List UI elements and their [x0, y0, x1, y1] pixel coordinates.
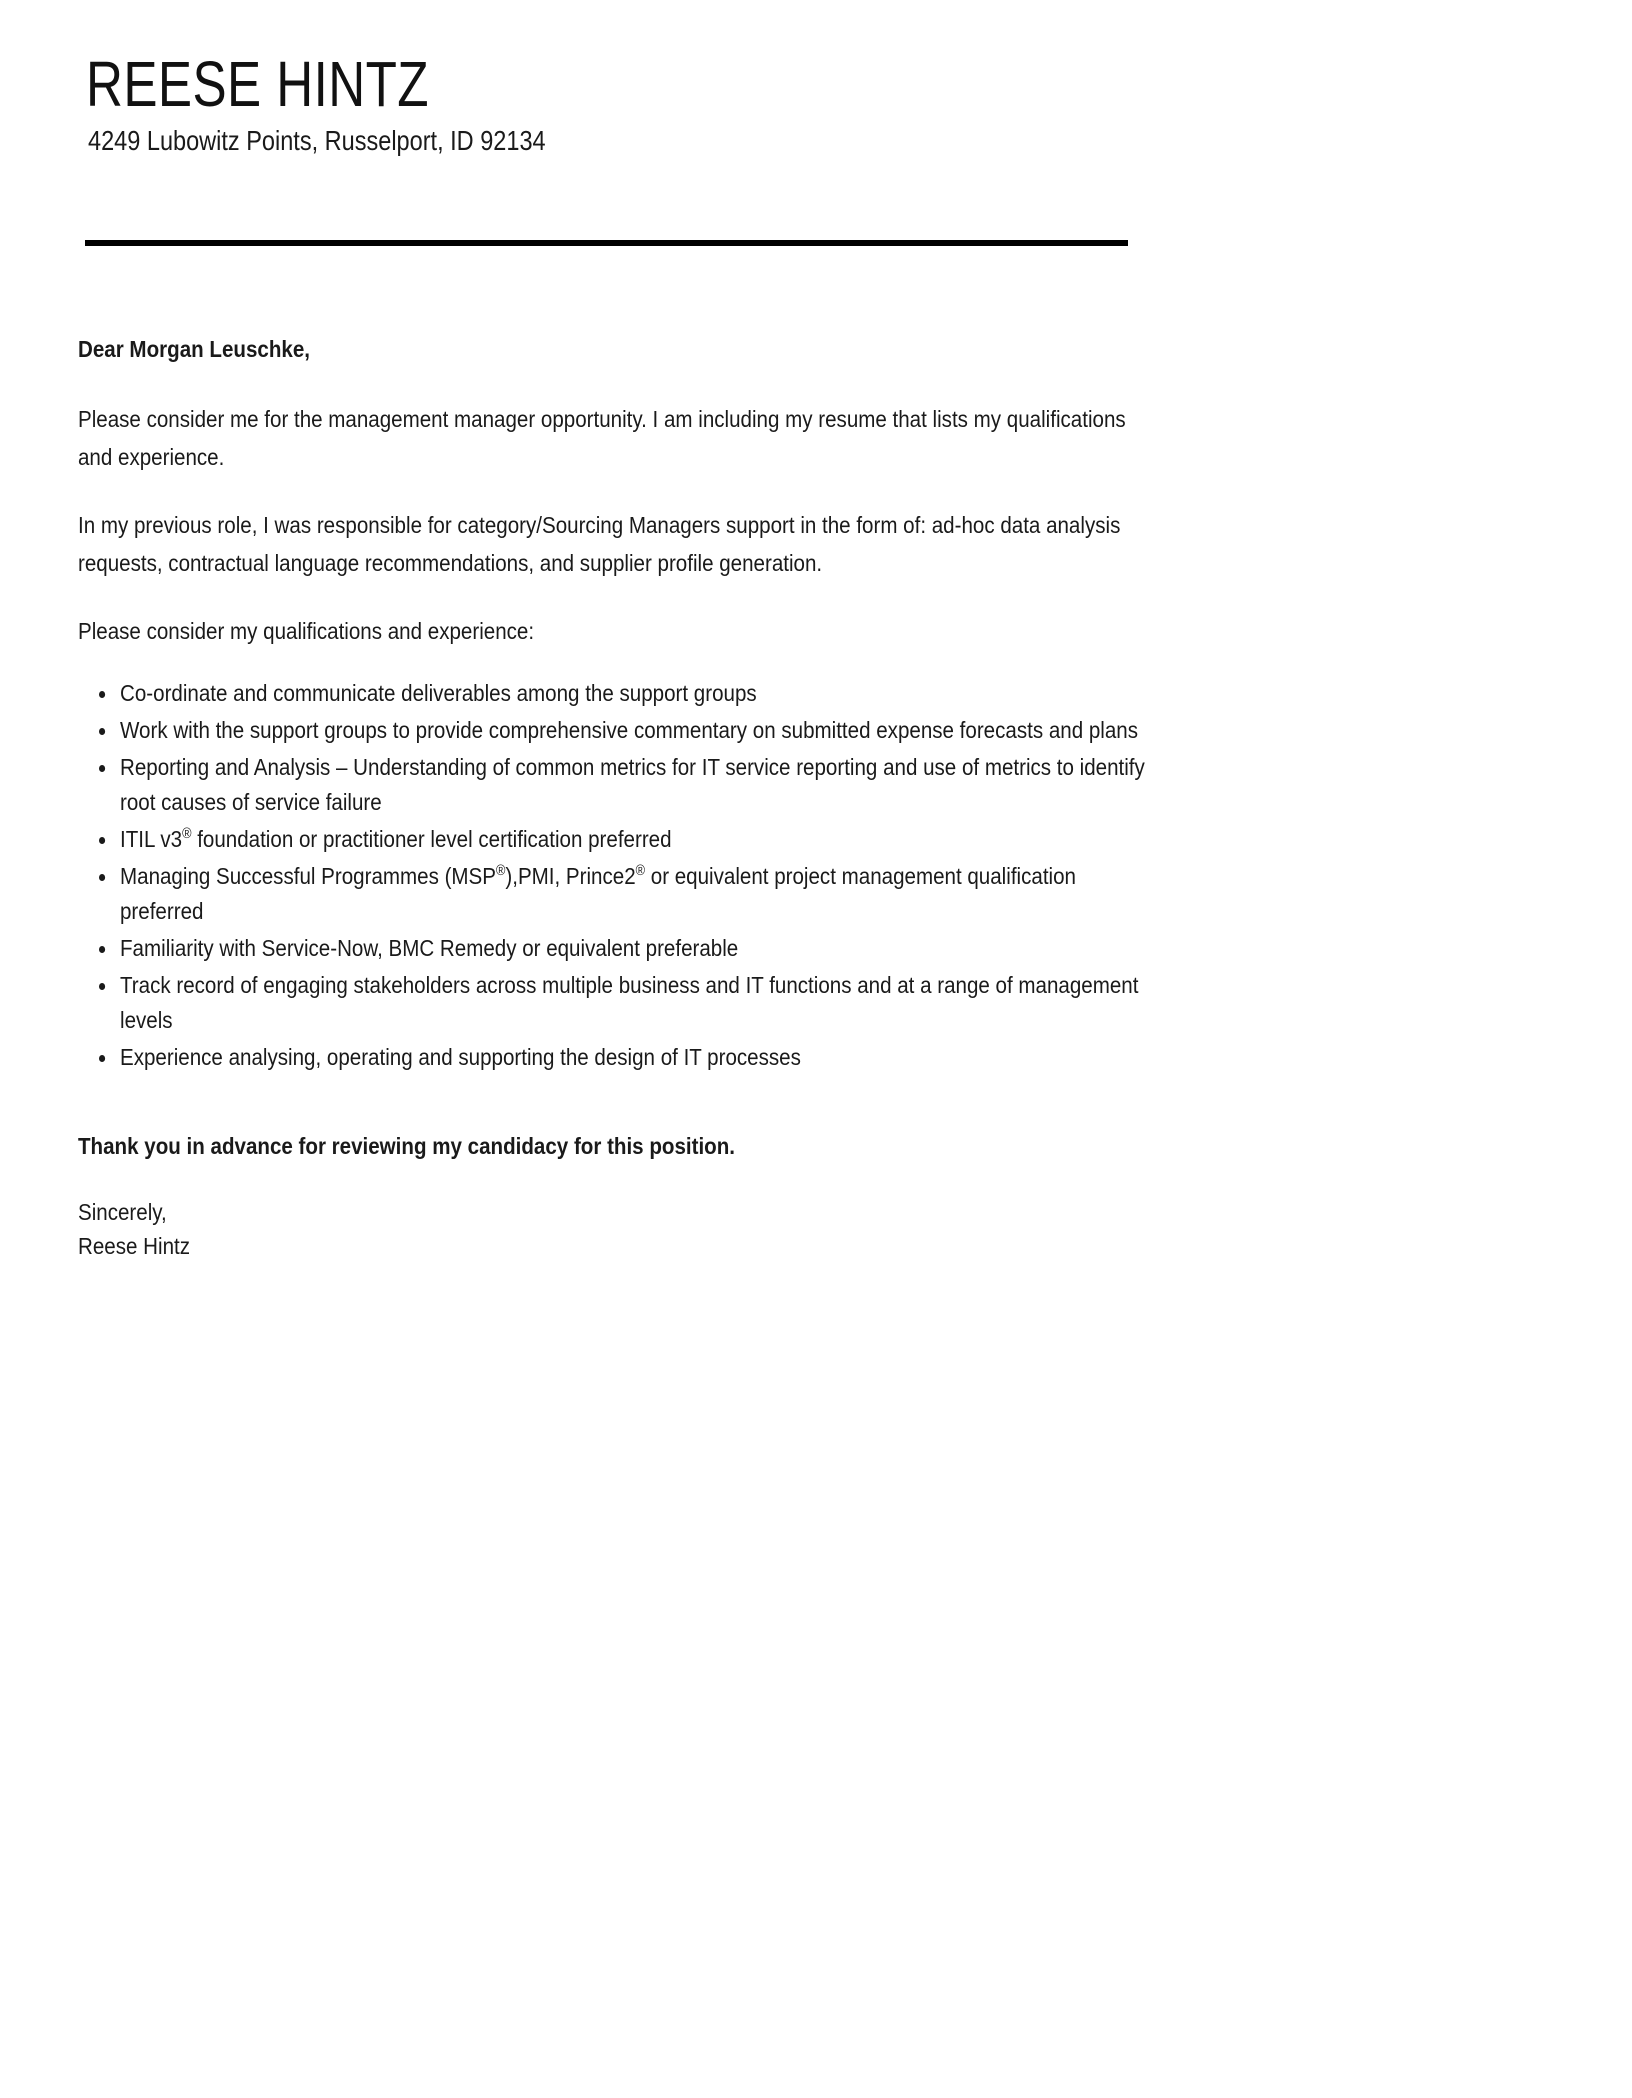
header-divider [85, 240, 1128, 246]
list-item: Reporting and Analysis – Understanding of common metrics for IT service reporting and use of metrics to identify root causes of service failure [78, 750, 1150, 820]
applicant-address: 4249 Lubowitz Points, Russelport, ID 92134 [88, 125, 546, 156]
page-title: REESE HINTZ [86, 48, 429, 120]
closing-salutation: Sincerely, [78, 1199, 167, 1225]
qualifications-intro: Please consider my qualifications and experience: [78, 618, 535, 644]
paragraph-intro: Please consider me for the management manager opportunity. I am including my resume that lists my qualifications and experience. [78, 406, 1126, 470]
list-item: Familiarity with Service-Now, BMC Remedy or equivalent preferable [78, 931, 1150, 966]
thank-you-line: Thank you in advance for reviewing my candidacy for this position. [78, 1133, 736, 1159]
letter-body [78, 330, 1150, 1263]
qualifications-list [78, 676, 1150, 1075]
list-item: Co-ordinate and communicate deliverables among the support groups [78, 676, 1150, 711]
spacer [78, 1109, 1150, 1127]
paragraph-previous-role: In my previous role, I was responsible for category/Sourcing Managers support in the form of: ad-hoc data analysis requests, contractual language recommendations, and supplier profile generation. [78, 512, 1121, 576]
salutation: Dear Morgan Leuschke, [78, 336, 310, 362]
signature-block [78, 1195, 1150, 1263]
list-item: Managing Successful Programmes (MSP®),PMI, Prince2® or equivalent project management qualification preferred [78, 859, 1150, 929]
list-item: Experience analysing, operating and supporting the design of IT processes [78, 1040, 1150, 1075]
list-item: ITIL v3® foundation or practitioner level certification preferred [78, 822, 1150, 857]
list-item: Work with the support groups to provide comprehensive commentary on submitted expense forecasts and plans [78, 713, 1150, 748]
signature-name: Reese Hintz [78, 1233, 190, 1259]
list-item: Track record of engaging stakeholders across multiple business and IT functions and at a range of management levels [78, 968, 1150, 1038]
